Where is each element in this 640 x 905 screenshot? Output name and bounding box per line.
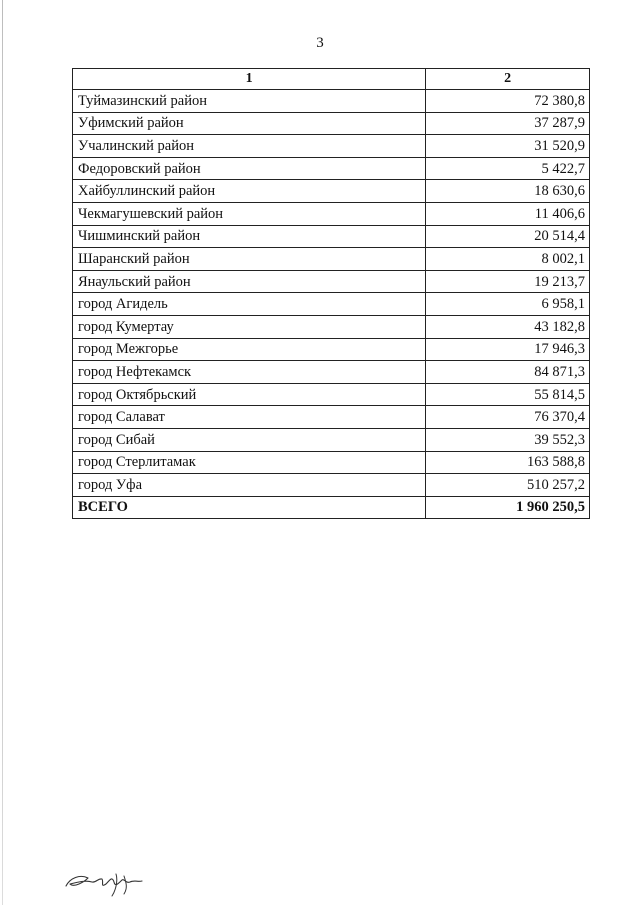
row-name: Чишминский район [73, 225, 426, 248]
total-row [73, 496, 590, 518]
table-row [73, 428, 590, 451]
row-name: Чекмагушевский район [73, 202, 426, 225]
row-name: Туймазинский район [73, 90, 426, 113]
row-name: город Кумертау [73, 315, 426, 338]
table-row [73, 315, 590, 338]
column-header-name: 1 [73, 69, 426, 90]
table-row [73, 248, 590, 271]
row-value: 6 958,1 [426, 293, 590, 316]
row-value: 17 946,3 [426, 338, 590, 361]
table-row [73, 225, 590, 248]
row-value: 510 257,2 [426, 474, 590, 497]
total-value: 1 960 250,5 [426, 496, 590, 518]
row-value: 11 406,6 [426, 202, 590, 225]
row-name: Янаульский район [73, 270, 426, 293]
row-value: 20 514,4 [426, 225, 590, 248]
table-row [73, 361, 590, 384]
row-name: город Салават [73, 406, 426, 429]
row-value: 163 588,8 [426, 451, 590, 474]
table-row [73, 90, 590, 113]
table-row [73, 406, 590, 429]
row-name: город Октябрьский [73, 383, 426, 406]
row-value: 5 422,7 [426, 157, 590, 180]
table-header-row [73, 69, 590, 90]
table-row [73, 157, 590, 180]
row-value: 19 213,7 [426, 270, 590, 293]
row-name: город Сибай [73, 428, 426, 451]
table-row [73, 474, 590, 497]
row-name: город Агидель [73, 293, 426, 316]
table-row [73, 338, 590, 361]
table-row [73, 270, 590, 293]
row-name: город Межгорье [73, 338, 426, 361]
table-row [73, 180, 590, 203]
row-value: 72 380,8 [426, 90, 590, 113]
total-label: ВСЕГО [73, 496, 426, 518]
row-name: город Уфа [73, 474, 426, 497]
row-value: 84 871,3 [426, 361, 590, 384]
handwritten-signature [60, 860, 150, 900]
row-value: 39 552,3 [426, 428, 590, 451]
row-value: 18 630,6 [426, 180, 590, 203]
table-row [73, 383, 590, 406]
row-name: Шаранский район [73, 248, 426, 271]
row-value: 55 814,5 [426, 383, 590, 406]
row-name: Федоровский район [73, 157, 426, 180]
row-name: Учалинский район [73, 135, 426, 158]
row-name: Хайбуллинский район [73, 180, 426, 203]
page-number: 3 [316, 35, 324, 51]
row-value: 8 002,1 [426, 248, 590, 271]
row-name: город Нефтекамск [73, 361, 426, 384]
row-value: 43 182,8 [426, 315, 590, 338]
table-row [73, 451, 590, 474]
table-row [73, 112, 590, 135]
row-name: город Стерлитамак [73, 451, 426, 474]
row-value: 76 370,4 [426, 406, 590, 429]
row-value: 31 520,9 [426, 135, 590, 158]
table-row [73, 135, 590, 158]
budget-table [72, 68, 590, 519]
row-value: 37 287,9 [426, 112, 590, 135]
row-name: Уфимский район [73, 112, 426, 135]
table-row [73, 202, 590, 225]
scan-edge [2, 0, 3, 905]
column-header-value: 2 [426, 69, 590, 90]
table-row [73, 293, 590, 316]
